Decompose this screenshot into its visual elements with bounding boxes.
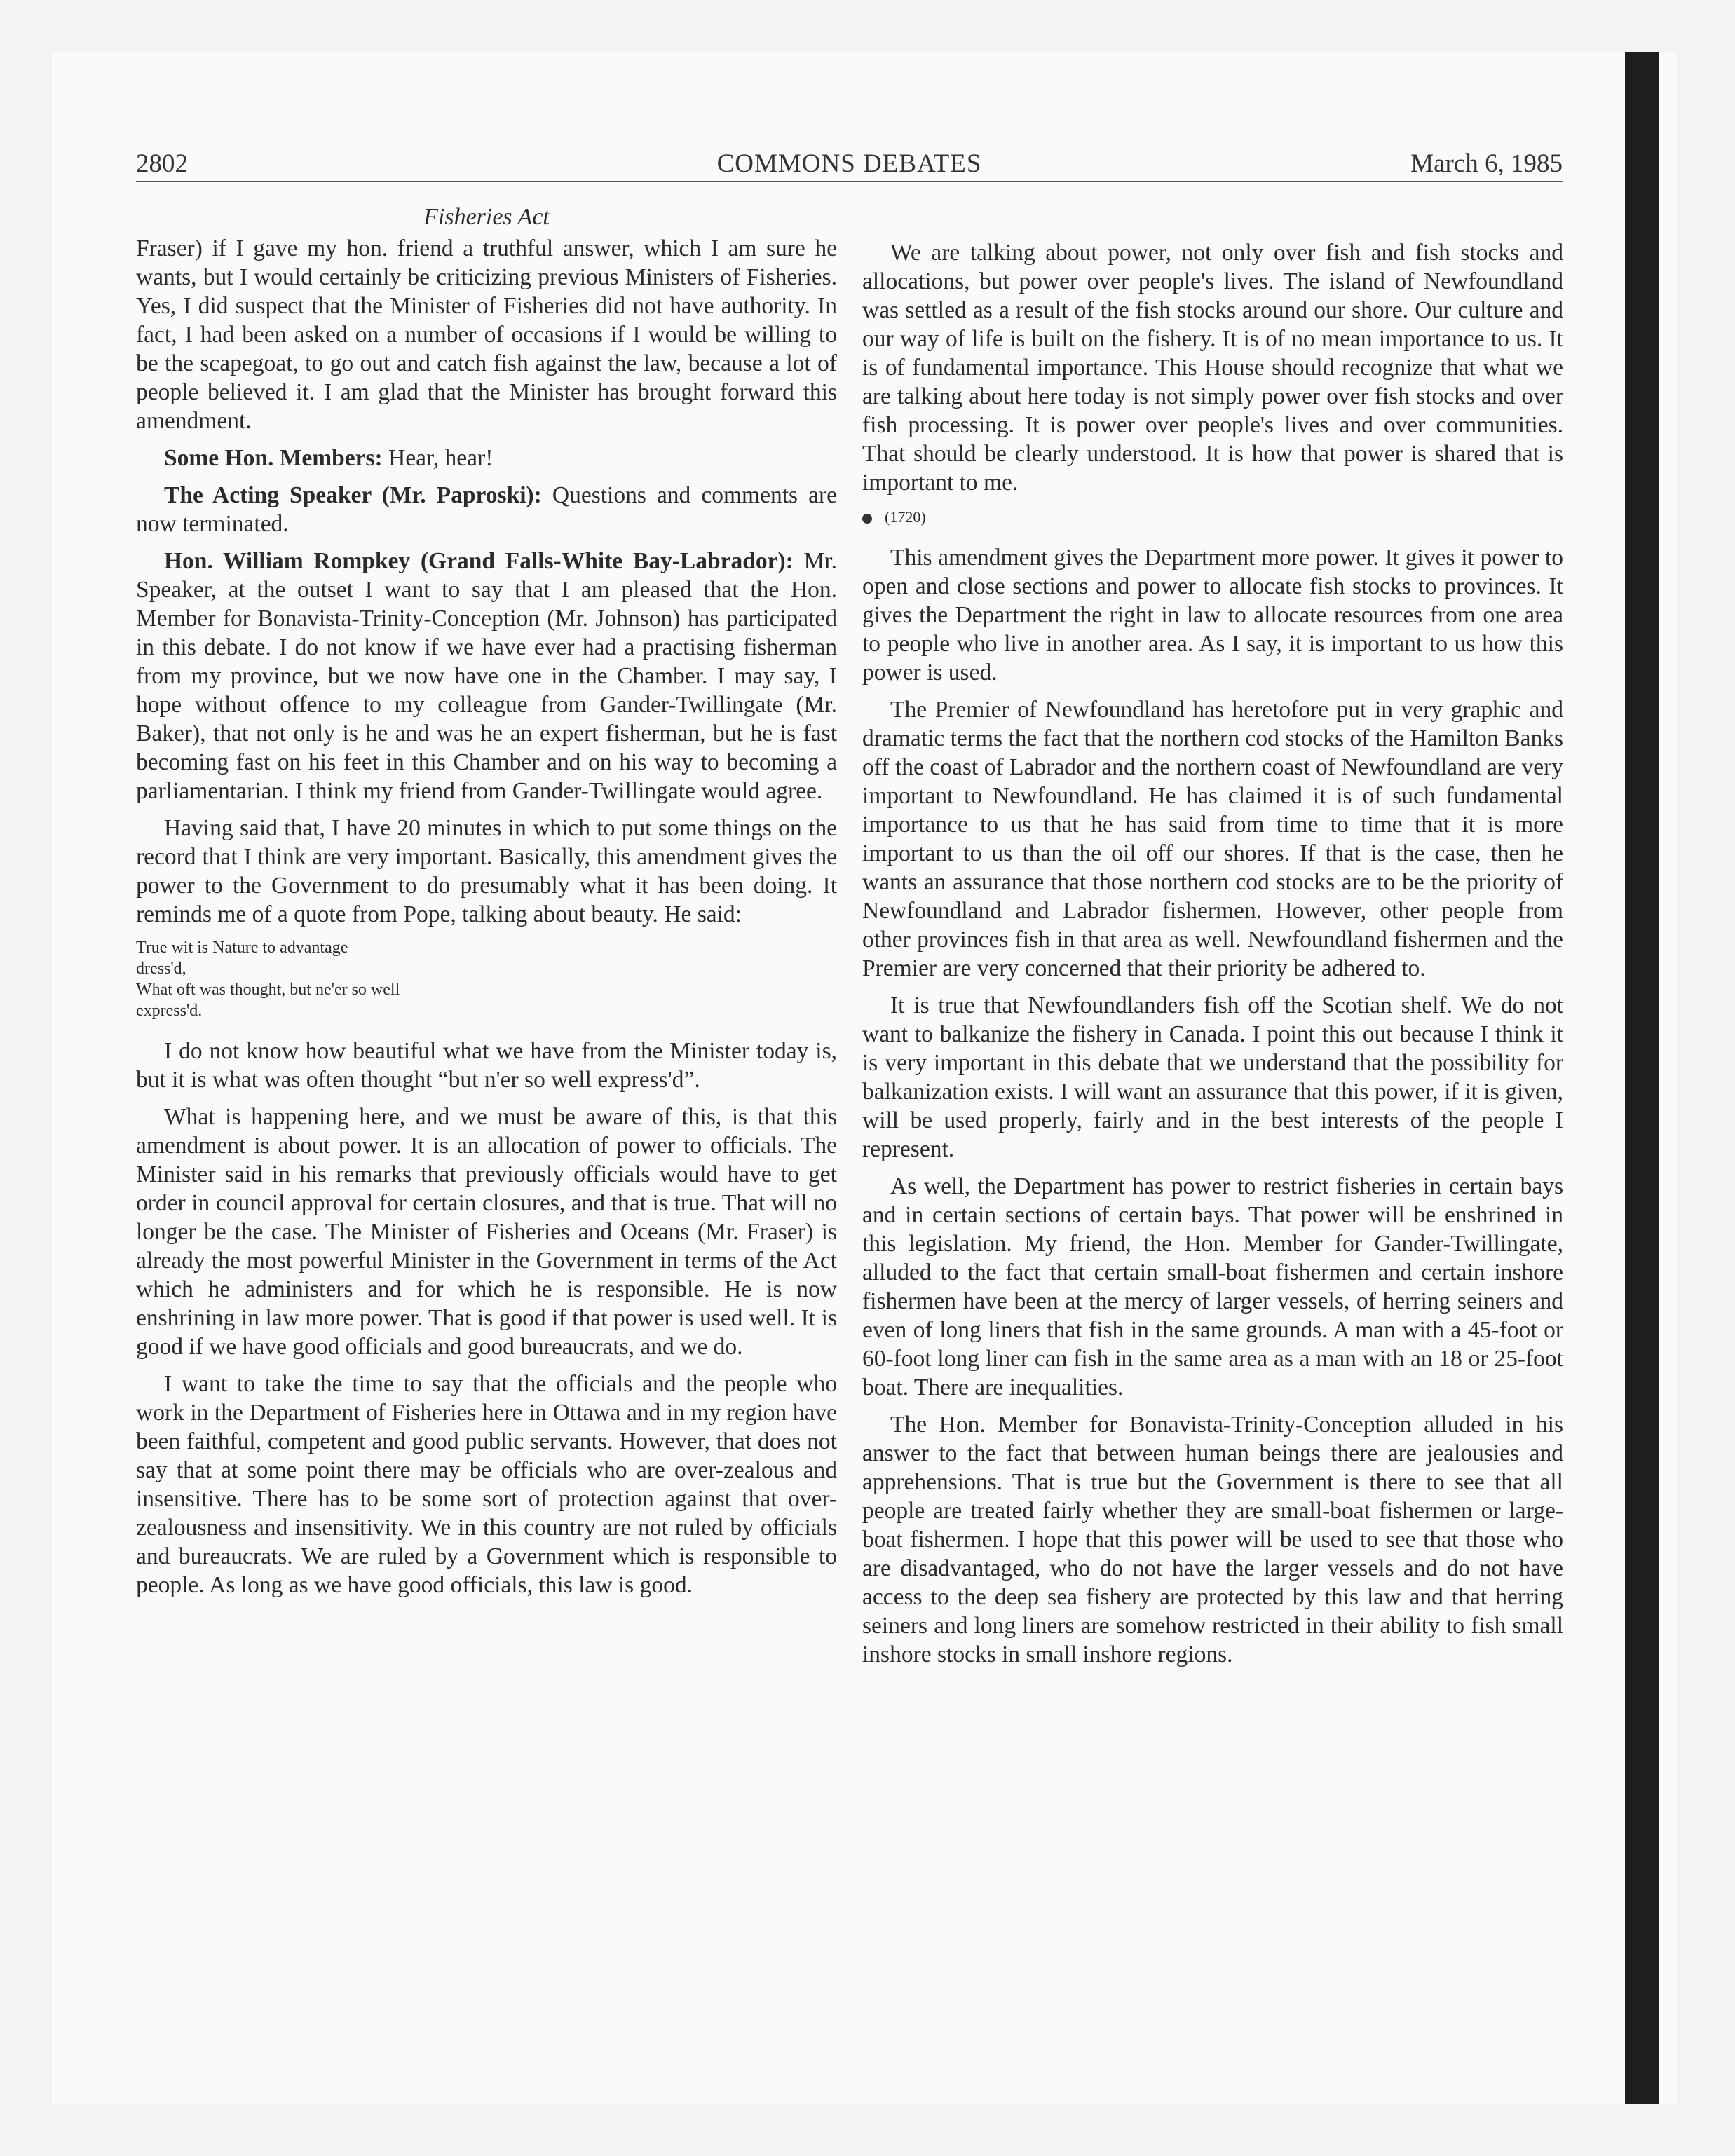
paragraph: We are talking about power, not only over fish and fish stocks and allocations, but power over people's lives. The island of Newfoundland was settled as a result of the fish stocks around our shore. Our culture and our way of life is built on the fishery. It is of no mean importance to us. It is of fundamental importance. This House should recognize that what we are talking about here today is not simply power over fish stocks and over fish processing. It is power over people's lives and over communities. That should be clearly understood. It is how that power is shared that is important to me. <box>862 240 1563 496</box>
left-column <box>136 204 837 1608</box>
paragraph: The Premier of Newfoundland has heretofore put in very graphic and dramatic terms the fact that the northern cod stocks of the Hamilton Banks off the coast of Labrador and the northern coast of Newfoundland are very important to Newfoundland. He has claimed it is of such fundamental importance to us that he has said from time to time that it is more important to us than the oil off our shores. If that is the case, then he wants an assurance that those northern cod stocks are to be the priority of Newfoundland and Labrador fishermen. However, other people from other provinces fish in that area as well. Newfoundland fishermen and the Premier are very concerned that their priority be adhered to. <box>862 697 1563 981</box>
right-column <box>862 238 1563 1677</box>
verse-line: dress'd, <box>136 960 186 978</box>
paragraph: Having said that, I have 20 minutes in which to put some things on the record that I think are very important. Basically, this amendment gives the power to the Government to do presumably what it has been doing. It reminds me of a quote from Pope, talking about beauty. He said: <box>136 815 837 927</box>
time-marker-text: (1720) <box>885 508 926 526</box>
paragraph: Fraser) if I gave my hon. friend a truthful answer, which I am sure he wants, but I would certainly be criticizing previous Ministers of Fisheries. Yes, I did suspect that the Minister of Fisheries did not have authority. In fact, I had been asked on a number of occasions if I would be willing to be the scapegoat, to go out and catch fish against the law, because a lot of people believed it. I am glad that the Minister has brought forward this amendment. <box>136 236 837 434</box>
section-title: Fisheries Act <box>423 204 550 230</box>
paragraph: What is happening here, and we must be aware of this, is that this amendment is about power. It is an allocation of power to officials. The Minister said in his remarks that previously officials would have to get order in council approval for certain closures, and that is true. That will no longer be the case. The Minister of Fisheries and Oceans (Mr. Fraser) is already the most powerful Minister in the Government in terms of the Act which he administers and for which he is responsible. He is now enshrining in law more power. That is good if that power is used well. It is good if we have good officials and good bureaucrats, and we do. <box>136 1104 837 1360</box>
page-number: 2802 <box>136 149 188 178</box>
time-marker <box>862 507 1563 528</box>
paragraph: The Hon. Member for Bonavista-Trinity-Conception alluded in his answer to the fact that between human beings there are jealousies and apprehensions. That is true but the Government is there to see that all people are treated fairly whether they are small-boat fishermen or large-boat fishermen. I hope that this power will be used to see that those who are disadvantaged, who do not have the larger vessels and do not have access to the deep sea fishery are protected by this law and that herring seiners and long liners are somehow restricted in their ability to fish small inshore stocks in small inshore regions. <box>862 1412 1563 1667</box>
paragraph: I want to take the time to say that the officials and the people who work in the Department of Fisheries here in Ottawa and in my region have been faithful, competent and good public servants. However, that does not say that at some point there may be officials who are over-zealous and insensitive. There has to be some sort of protection against that over-zealousness and insensitivity. We in this country are not ruled by officials and bureaucrats. We are ruled by a Government which is responsible to people. As long as we have good officials, this law is good. <box>136 1371 837 1598</box>
speaker-name: Hon. William Rompkey (Grand Falls-White Bay-Labrador): <box>164 548 794 574</box>
paragraph <box>136 444 837 472</box>
speech-text: Questions and comments are now terminated. <box>136 482 837 537</box>
verse-line: What oft was thought, but ne'er so well <box>136 981 400 999</box>
speaker-name: The Acting Speaker (Mr. Paproski): <box>164 482 542 508</box>
paragraph <box>136 547 837 805</box>
paragraph: I do not know how beautiful what we have from the Minister today is, but it is what was often thought “but n'er so well express'd”. <box>136 1038 837 1093</box>
publication-title: COMMONS DEBATES <box>716 149 982 178</box>
header-rule <box>136 181 1563 182</box>
paragraph: As well, the Department has power to restrict fisheries in certain bays and in certain sections of certain bays. That power will be enshrined in this legislation. My friend, the Hon. Member for Gander-Twillingate, alluded to the fact that certain small-boat fishermen and certain inshore fishermen have been at the mercy of larger vessels, of herring seiners and even of long liners that fish in the same grounds. A man with a 45-foot or 60-foot long liner can fish in the same area as a man with an 18 or 25-foot boat. There are inequalities. <box>862 1173 1563 1400</box>
publication-date: March 6, 1985 <box>1410 149 1563 178</box>
bullet-dot-icon <box>862 514 872 524</box>
verse-line: express'd. <box>136 1002 203 1020</box>
speech-text: Mr. Speaker, at the outset I want to say that I am pleased that the Hon. Member for Bonavista-Trinity-Conception (Mr. Johnson) has participated in this debate. I do not know if we have ever had a practising fisherman from my province, but we now have one in the Chamber. I may say, I hope without offence to my colleague from Gander-Twillingate (Mr. Baker), that not only is he and was he an expert fisherman, but he is fast becoming fast on his feet in this Chamber and on his way to becoming a parliamentarian. I think my friend from Gander-Twillingate would agree. <box>136 548 837 804</box>
paragraph: This amendment gives the Department more power. It gives it power to open and close sections and power to allocate fish stocks to provinces. It gives the Department the right in law to allocate resources from one area to people who live in another area. As I say, it is important to us how this power is used. <box>862 545 1563 685</box>
quotation-verse <box>136 937 837 1021</box>
verse-line: True wit is Nature to advantage <box>136 939 348 957</box>
speaker-name: Some Hon. Members: <box>164 445 383 471</box>
speech-text: Hear, hear! <box>382 445 494 471</box>
page-header <box>136 146 1563 182</box>
scan-binding-edge <box>1625 52 1659 2104</box>
paragraph <box>136 481 837 538</box>
paragraph: It is true that Newfoundlanders fish off the Scotian shelf. We do not want to balkanize the fishery in Canada. I point this out because I think it is very important in this debate that we understand that the possibility for balkanization exists. I will want an assurance that this power, if it is given, will be used properly, fairly and in the best interests of the people I represent. <box>862 992 1563 1162</box>
